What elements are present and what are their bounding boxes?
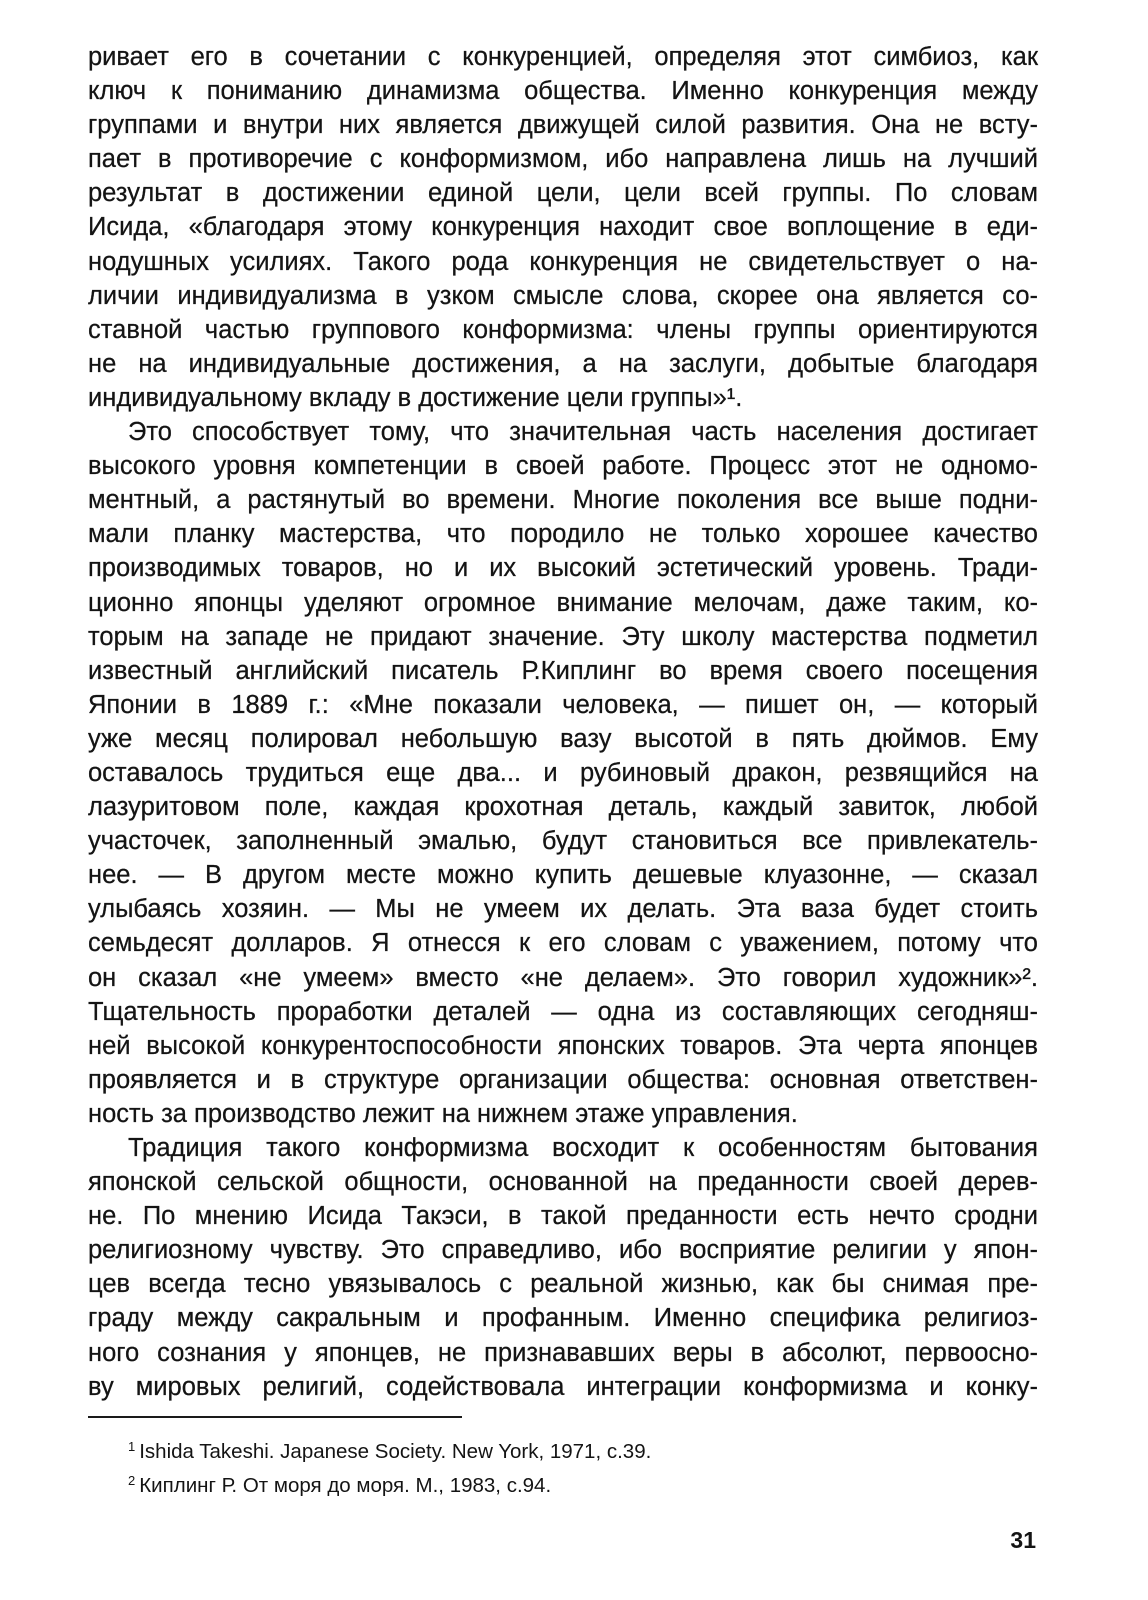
text-line: оставалось трудиться еще два... и рубиновый дракон, резвящийся на	[88, 758, 1038, 787]
text-line: производимых товаров, но и их высокий эстетический уровень. Тради-	[88, 554, 1038, 583]
text-line: религиозному чувству. Это справедливо, ибо восприятие религии у япон-	[88, 1236, 1038, 1265]
text-line: ключ к пониманию динамизма общества. Именно конкуренция между	[88, 77, 1038, 106]
text-line: высокого уровня компетенции в своей работе. Процесс этот не одномо-	[88, 452, 1038, 481]
text-line: Японии в 1889 г.: «Мне показали человека, — пишет он, — который	[88, 690, 1038, 719]
text-line: Тщательность проработки деталей — одна из составляющих сегодняш-	[88, 997, 1038, 1026]
text-line: улыбаясь хозяин. — Мы не умеем их делать. Эта ваза будет стоить	[88, 895, 1038, 924]
text-line: проявляется и в структуре организации общества: основная ответствен-	[88, 1065, 1038, 1094]
footnote-2	[128, 1464, 1028, 1498]
text-line: результат в достижении единой цели, цели всей группы. По словам	[88, 179, 1038, 208]
text-line: ву мировых религий, содействовала интеграции конформизма и конку-	[88, 1372, 1038, 1401]
text-line: не на индивидуальные достижения, а на заслуги, добытые благодаря	[88, 349, 1038, 378]
footnote-mark: 1	[128, 1439, 136, 1454]
footnote-divider	[88, 1416, 462, 1418]
text-line: торым на западе не придают значение. Эту школу мастерства подметил	[88, 622, 1038, 651]
text-line: не. По мнению Исида Такэси, в такой преданности есть нечто сродни	[88, 1202, 1038, 1231]
text-line: он сказал «не умеем» вместо «не делаем». Это говорил художник»².	[88, 963, 1038, 992]
footnote-1	[128, 1430, 1028, 1464]
text-line: группами и внутри них является движущей силой развития. Она не всту-	[88, 111, 1038, 140]
footnote-text: Киплинг Р. От моря до моря. М., 1983, с.94.	[139, 1474, 552, 1497]
text-line: личии индивидуализма в узком смысле слова, скорее она является со-	[88, 281, 1038, 310]
text-line: ментный, а растянутый во времени. Многие поколения все выше подни-	[88, 486, 1038, 515]
text-line: ней высокой конкурентоспособности японских товаров. Эта черта японцев	[88, 1031, 1038, 1060]
text-line: ность за производство лежит на нижнем этаже управления.	[88, 1099, 798, 1128]
text-line: семьдесят долларов. Я отнесся к его словам с уважением, потому что	[88, 929, 1038, 958]
text-line: Это способствует тому, что значительная часть населения достигает	[128, 418, 1038, 447]
footnote-mark: 2	[128, 1473, 136, 1488]
footnote-text: Ishida Takeshi. Japanese Society. New York, 1971, с.39.	[139, 1440, 652, 1463]
text-line: Исида, «благодаря этому конкуренция находит свое воплощение в еди-	[88, 213, 1038, 242]
text-line: нодушных усилиях. Такого рода конкуренция не свидетельствует о на-	[88, 247, 1038, 276]
page-number: 31	[1010, 1527, 1036, 1553]
paragraph-1	[88, 40, 1038, 415]
footnotes	[128, 1430, 1028, 1498]
text-line: нее. — В другом месте можно купить дешевые клуазонне, — сказал	[88, 861, 1038, 890]
text-line: граду между сакральным и профанным. Именно специфика религиоз-	[88, 1304, 1038, 1333]
text-line: мали планку мастерства, что породило не только хорошее качество	[88, 520, 1038, 549]
text-line: Традиция такого конформизма восходит к особенностям бытования	[128, 1134, 1038, 1162]
text-line: лазуритовом поле, каждая крохотная деталь, каждый завиток, любой	[88, 793, 1038, 822]
paragraph-3	[88, 1131, 1038, 1404]
text-line: пает в противоречие с конформизмом, ибо направлена лишь на лучший	[88, 145, 1038, 174]
text-line: ривает его в сочетании с конкуренцией, определяя этот симбиоз, как	[88, 43, 1038, 71]
text-line: ного сознания у японцев, не признававших веры в абсолют, первоосно-	[88, 1338, 1038, 1367]
text-line: ставной частью группового конформизма: члены группы ориентируются	[88, 315, 1038, 344]
text-line: японской сельской общности, основанной на преданности своей дерев-	[88, 1168, 1038, 1197]
text-line: цев всегда тесно увязывалось с реальной жизнью, как бы снимая пре-	[88, 1270, 1038, 1299]
page-body	[88, 40, 1038, 1404]
text-line: индивидуальному вкладу в достижение цели группы»¹.	[88, 383, 743, 412]
paragraph-2	[88, 415, 1038, 1131]
text-line: уже месяц полировал небольшую вазу высотой в пять дюймов. Ему	[88, 724, 1038, 753]
text-line: ционно японцы уделяют огромное внимание мелочам, даже таким, ко-	[88, 588, 1038, 617]
text-line: участочек, заполненный эмалью, будут становиться все привлекатель-	[88, 827, 1038, 856]
text-line: известный английский писатель Р.Киплинг во время своего посещения	[88, 656, 1038, 685]
